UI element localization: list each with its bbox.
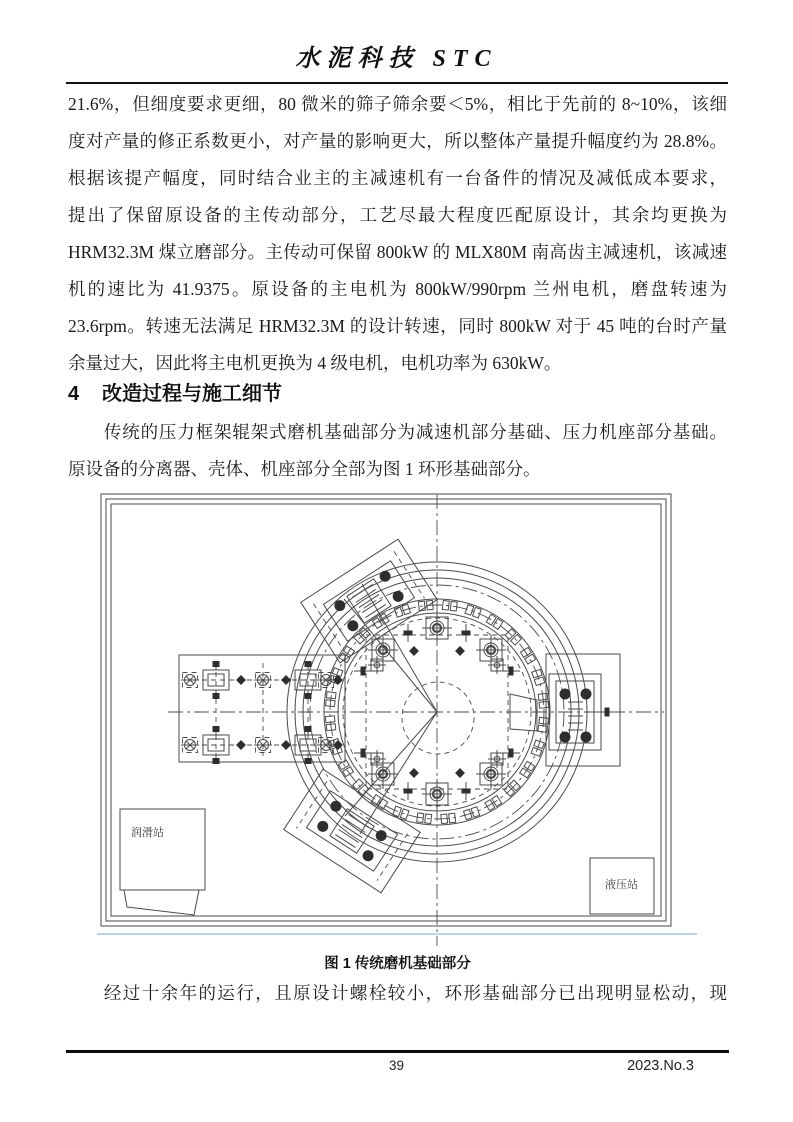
journal-title: 水泥科技 STC (295, 46, 498, 72)
footer-rule (66, 1050, 729, 1053)
body-line: HRM32.3M 煤立磨部分。主传动可保留 800kW 的 MLX80M 南高齿主减速机，该减速 (68, 242, 727, 262)
body-line: 23.6rpm。转速无法满足 HRM32.3M 的设计转速，同时 800kW 对于 45 吨的台时产量 (68, 316, 727, 336)
body-line: 传统的压力框架辊架式磨机基础部分为减速机部分基础、压力机座部分基础。 (103, 422, 727, 442)
roller-station-lower (284, 769, 420, 893)
body-line: 度对产量的修正系数更小，对产量的影响更大，所以整体产量提升幅度约为 28.8%。 (68, 131, 727, 151)
body-line: 机的速比为 41.9375。原设备的主电机为 800kW/990rpm 兰州电机，磨盘转速为 (68, 279, 727, 299)
page-number: 39 (388, 1058, 405, 1073)
figure-caption: 图 1 传统磨机基础部分 (324, 956, 471, 972)
body-line: 21.6%，但细度要求更细，80 微米的筛子筛余要＜5%，相比于先前的 8~10%，该细 (68, 94, 727, 114)
body-line: 原设备的分离器、壳体、机座部分全部为图 1 环形基础部分。 (68, 459, 541, 479)
body-line: 余量过大，因此将主电机更换为 4 级电机，电机功率为 630kW。 (68, 353, 562, 373)
hydraulic-station-label: 液压站 (605, 879, 638, 891)
section-title: 改造过程与施工细节 (102, 383, 282, 405)
wedge-block (510, 694, 537, 731)
hydraulic-station-box (590, 858, 654, 914)
body-line: 经过十余年的运行，且原设计螺栓较小，环形基础部分已出现明显松动，现 (103, 983, 727, 1003)
section-heading (68, 374, 282, 414)
figure-anchor-rule (97, 933, 697, 935)
header-rule (66, 82, 728, 84)
body-paragraph-3 (68, 975, 727, 1012)
body-line: 提出了保留原设备的主传动部分，工艺尽最大程度匹配原设计，其余均更换为 (68, 205, 727, 225)
wedge-lines (344, 584, 437, 834)
lubrication-station-box (120, 809, 205, 915)
section-number: 4 (68, 383, 80, 405)
mill-foundation-drawing (90, 488, 700, 950)
body-paragraph-2 (68, 414, 727, 488)
figure-frame (101, 494, 671, 926)
body-paragraph-1 (68, 86, 727, 382)
body-line: 根据该提产幅度，同时结合业主的主减速机有一台备件的情况及减低成本要求， (68, 168, 727, 188)
lubrication-station-label: 润滑站 (131, 827, 164, 839)
issue-number: 2023.No.3 (627, 1058, 694, 1074)
drive-train-assembly (179, 655, 345, 764)
